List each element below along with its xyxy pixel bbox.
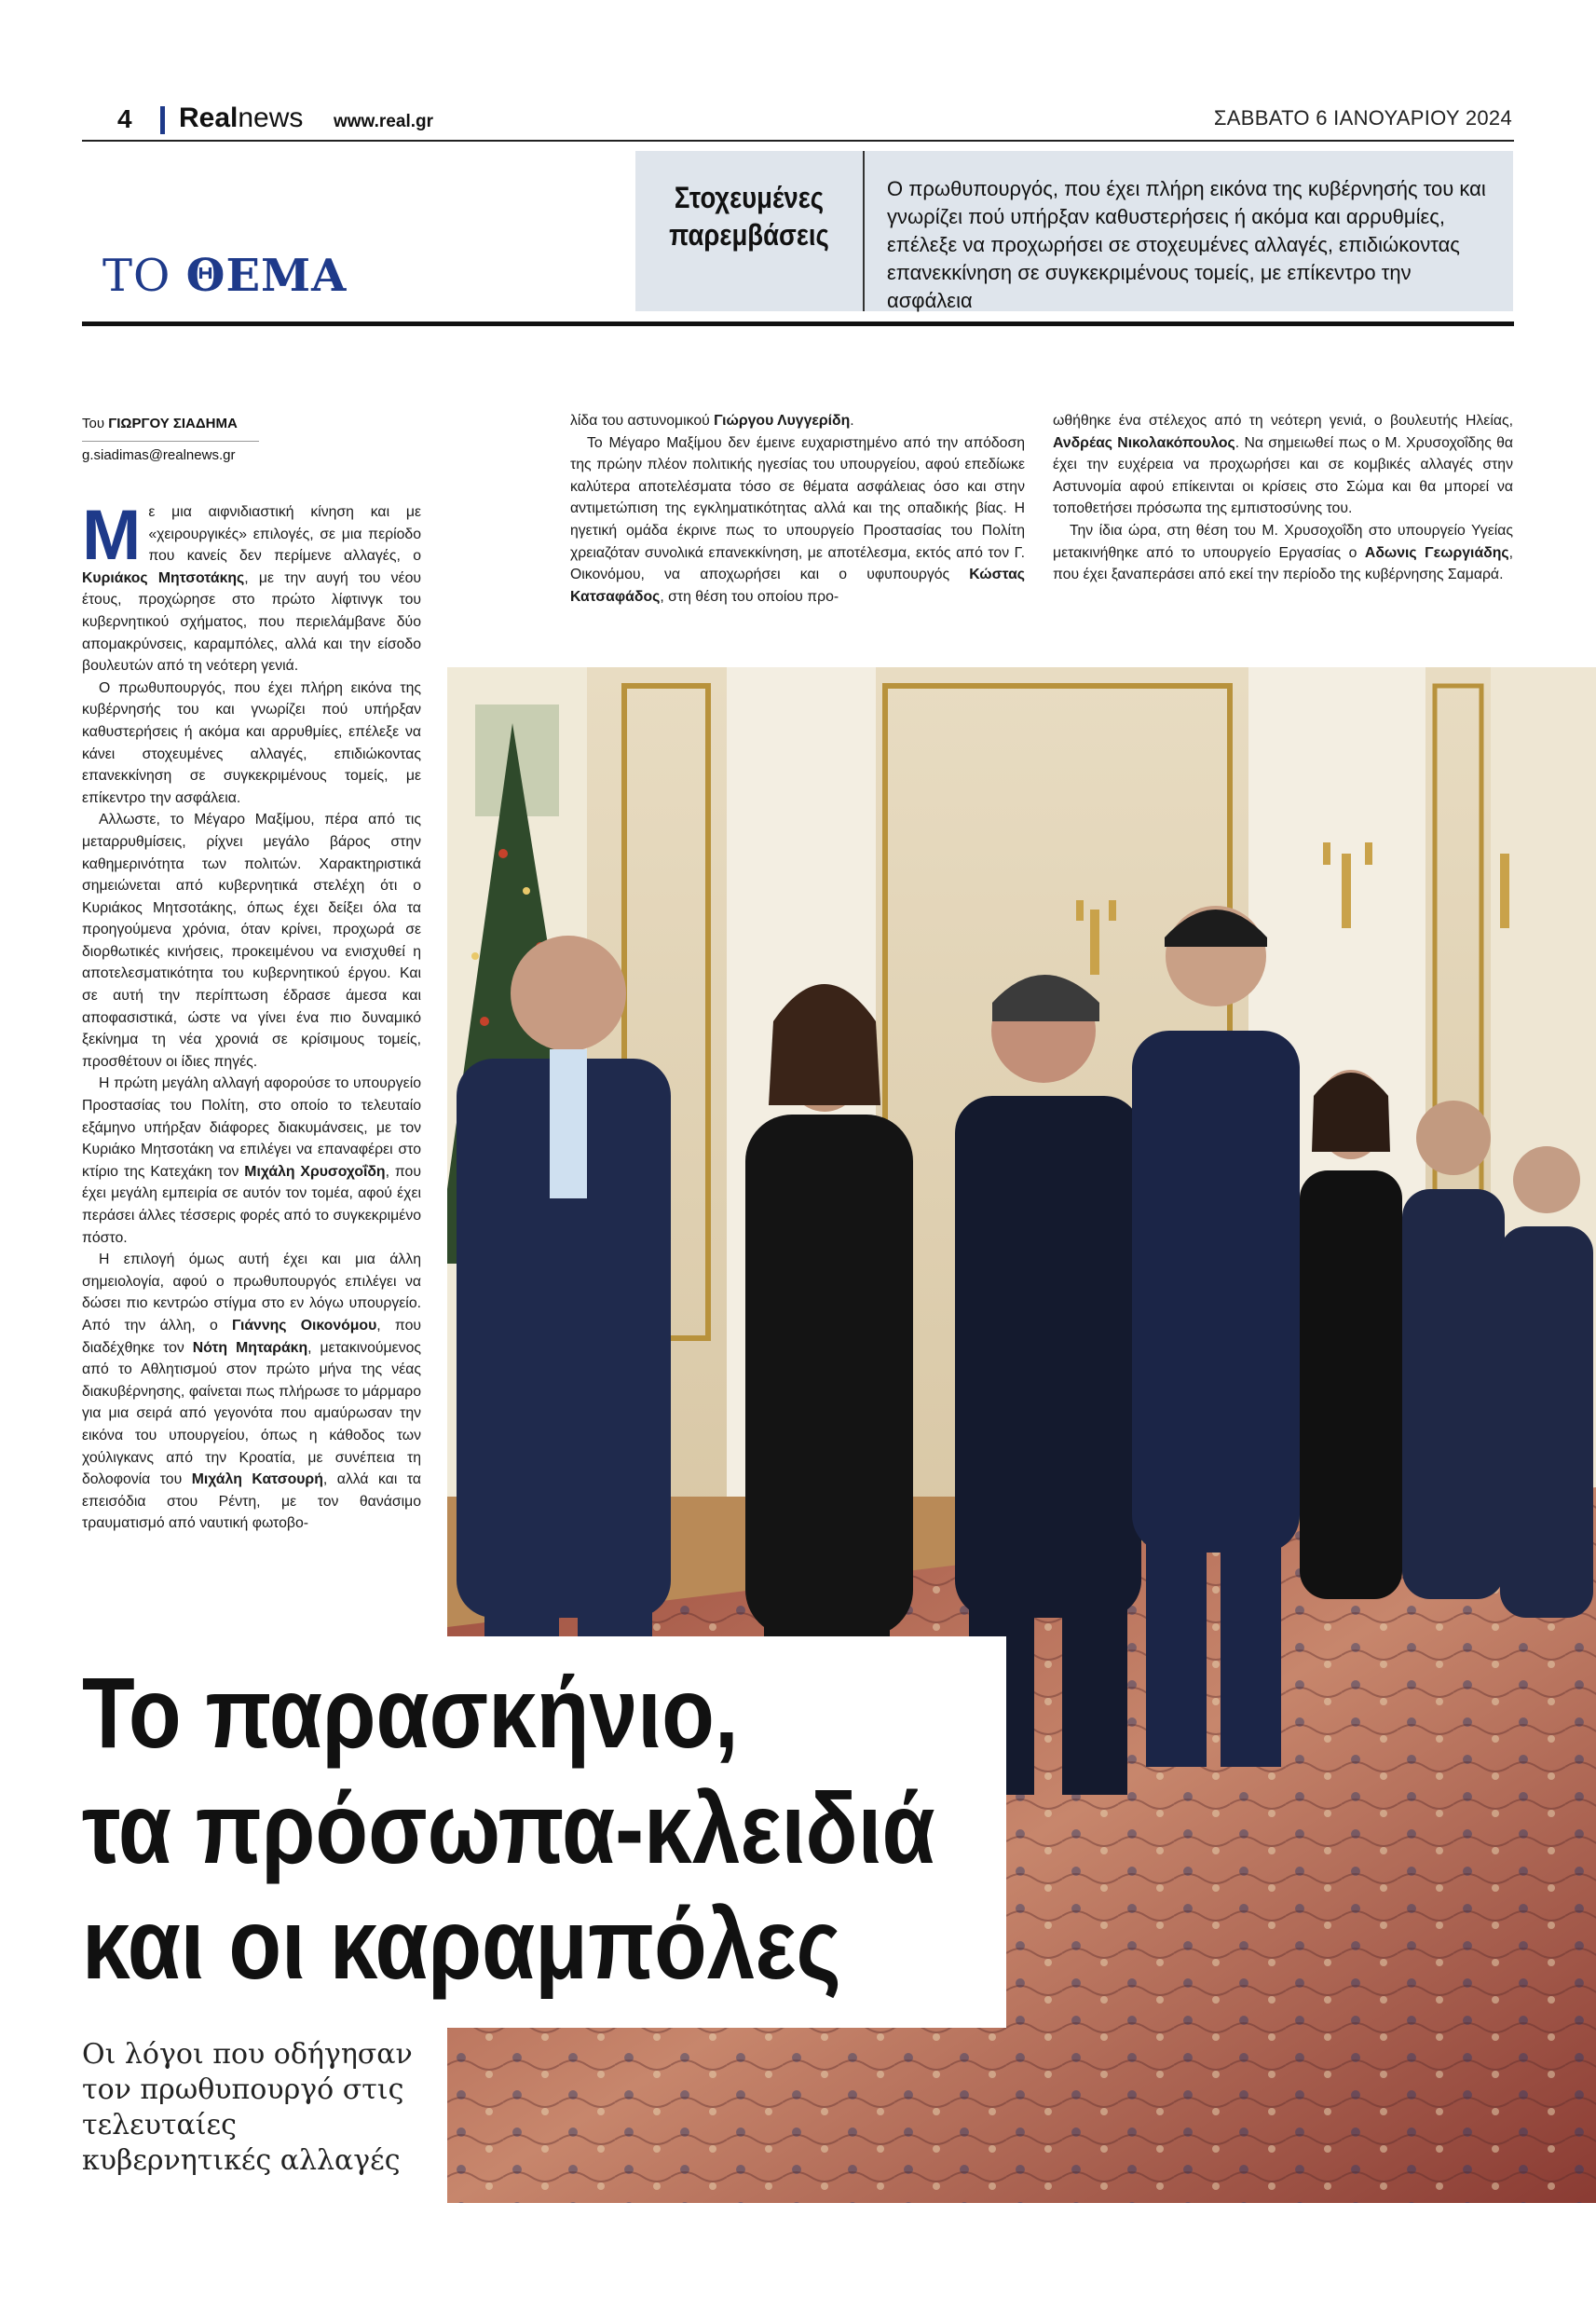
person-name: Ανδρέας Νικολακόπουλος (1053, 434, 1235, 451)
text-run: ε μια αιφνιδιαστική κίνηση και με «χειρουργικές» επιλογές, σε μια περίοδο που κανείς δεν περίμενε αλλαγές, ο (148, 504, 421, 565)
lead-title (651, 179, 847, 253)
page-number: 4 (117, 104, 132, 133)
headline-line-2: τα πρόσωπα-κλειδιά (82, 1772, 935, 1884)
person-figure (1300, 1070, 1402, 1599)
brand-logo (179, 103, 303, 134)
person-name: Μιχάλη Κατσουρή (191, 1471, 323, 1488)
website-link[interactable]: www.real.gr (334, 112, 433, 131)
text-run: Η επιλογή όμως αυτή έχει και μια άλλη σημειολογία, αφού ο πρωθυπουργός επιλέγει να δώσει πιο κεντρώο στίγμα στο εν λόγω υπουργείο. Από την άλλη, ο (82, 1252, 421, 1334)
person-name: Κυριάκος Μητσοτάκης (82, 569, 245, 586)
person-name: Αδωνις Γεωργιάδης (1364, 544, 1509, 561)
paragraph (82, 1073, 421, 1249)
author-email[interactable]: g.siadimas@realnews.gr (82, 441, 259, 463)
lead-title-line1: Στοχευμένες (674, 181, 825, 214)
text-run: , αλλά και τα επεισόδια στου Ρέντη, με τον θανάσιμο τραυματισμό από ναυτική φωτοβο- (82, 1471, 421, 1532)
lead-divider (863, 151, 865, 311)
headline-line-1: Το παρασκήνιο, (82, 1656, 739, 1769)
text-run: . (850, 413, 854, 429)
text-run: , που έχει μεγάλη εμπειρία σε αυτόν τον τομέα, αφού έχει περάσει άλλες τέσσερις φορές από το συγκεκριμένο πόστο. (82, 1163, 421, 1246)
paragraph (82, 1249, 421, 1535)
person-name: Κώστας Κατσαφάδος (570, 567, 1025, 605)
text-run: λίδα του αστυνομικού (570, 413, 715, 429)
person-name: Μιχάλη Χρυσοχοΐδη (244, 1163, 386, 1180)
masthead-divider (160, 106, 165, 134)
article-column-3 (1053, 410, 1513, 586)
drop-cap: Μ (82, 496, 142, 575)
text-run: Η πρώτη μεγάλη αλλαγή αφορούσε το υπουργείο Προστασίας του Πολίτη, στο οποίο το τελευταίο εξάμηνο υπήρξαν διάφορες διακυμάνσεις, με τον Κυριάκο Μητσοτάκη να επιλέγει να επαναφέρει στο κτίριο της Κατεχάκη τον (82, 1075, 421, 1180)
headline-box (82, 1636, 1006, 2028)
section-prefix: ΤΟ (102, 250, 171, 302)
paragraph: Ο πρωθυπουργός, που έχει πλήρη εικόνα της κυβέρνησής του και γνωρίζει πού υπήρξαν καθυστερήσεις ή ακόμα και αρρυθμίες, επέλεξε να κάνει στοχευμένες αλλαγές, επιδιώκοντας επανεκκίνηση σε συγκεκριμένους τομείς, με επίκεντρο την ασφάλεια. (82, 679, 421, 806)
byline-prefix: Του (82, 416, 105, 431)
text-run: , που έχει ξαναπεράσει από εκεί την περίοδο της κυβέρνησης Σαμαρά. (1053, 544, 1513, 583)
text-run: , στη θέση του οποίου προ- (660, 588, 839, 605)
headline (82, 1655, 963, 2002)
paragraph (570, 410, 1025, 432)
paragraph: Αλλωστε, το Μέγαρο Μαξίμου, πέρα από τις μεταρρυθμίσεις, ρίχνει μεγάλο βάρος στην καθημερινότητα των πολιτών. Χαρακτηριστικά σημειώνεται από κυβερνητικά στελέχη ότι ο Κυριάκος Μητσοτάκης, όπως έχει δείξει όλα τα προηγούμενα χρόνια, όταν κρίνει, προχωρά σε διορθωτικές κινήσεις, προκειμένου να ενισχυθεί η αποτελεσματικότητα του κυβερνητικού έργου. Και σε αυτή την περίπτωση έδρασε άμεσα και αποφασιστικά, ώστε να γίνει ένα πιο δυναμικό ξεκίνημα τη νέα χρονιά σε κρίσιμους τομείς, προσθέτουν οι ίδιες πηγές. (82, 812, 421, 1070)
text-run: . Να σημειωθεί πως ο Μ. Χρυσοχοΐδης θα έχει την ευχέρεια να προχωρήσει και σε κομβικές αλλαγές στην Αστυνομία αφού επίκεινται οι κρίσεις στο Σώμα και θα μπορεί να τοποθετήσει πρόσωπα της εμπιστοσύνης του. (1053, 434, 1513, 517)
author-name: ΓΙΩΡΓΟΥ ΣΙΑΔΗΜΑ (108, 416, 238, 431)
brand-rest: news (238, 103, 304, 133)
section-main: ΘΕΜΑ (185, 250, 348, 302)
section-label (102, 250, 347, 302)
text-run: , με την αυγή του νέου έτους, προχώρησε στο πρώτο λίφτινγκ του κυβερνητικού σχήματος, που περιελάμβανε δύο απομακρύνσεις, καραμπόλες, αλλά και την είσοδο βουλευτών από τη νεότερη γενιά. (82, 569, 421, 675)
text-run: ωθήθηκε ένα στέλεχος από τη νεότερη γενιά, ο βουλευτής Ηλείας, (1053, 413, 1513, 429)
masthead (82, 101, 1514, 142)
text-run: Το Μέγαρο Μαξίμου δεν έμεινε ευχαριστημένο από την απόδοση της πρώην πλέον πολιτικής ηγεσίας του υπουργείου, αφού επεδίωκε καλύτερα αποτελέσματα τόσο σε θέματα ασφάλειας όσο και στην αντιμετώπιση της εγκληματικότητας αλλά και της οπαδικής βίας. Η ηγετική ομάδα έκρινε πως το υπουργείο Προστασίας του Πολίτη χρειαζόταν συνολικά επανεκκίνηση, με αποτέλεσμα, εκτός από τον Γ. Οικονόμου, να αποχωρήσει και ο υφυπουργός (570, 434, 1025, 583)
person-name: Νότη Μηταράκη (192, 1339, 308, 1356)
header-rule (82, 321, 1514, 326)
paragraph (1053, 410, 1513, 520)
brand-bold: Real (179, 103, 239, 133)
headline-line-3: και οι καραμπόλες (82, 1887, 841, 2000)
byline (82, 416, 259, 463)
text-run: , που διαδέχθηκε τον (82, 1317, 421, 1356)
person-name: Γιώργου Λυγγερίδη (714, 413, 851, 429)
paragraph (82, 496, 421, 677)
subheadline: Οι λόγοι που οδήγησαν τον πρωθυπουργό στις τελευταίες κυβερνητικές αλλαγές (82, 2038, 413, 2177)
paragraph (1053, 520, 1513, 586)
person-name: Γιάννης Οικονόμου (231, 1317, 377, 1334)
issue-date: ΣΑΒΒΑΤΟ 6 ΙΑΝΟΥΑΡΙΟΥ 2024 (1213, 106, 1512, 130)
article-column-2 (570, 410, 1025, 608)
lead-box (635, 151, 1513, 311)
article-column-1 (82, 496, 422, 1535)
paragraph (570, 432, 1025, 609)
lead-title-line2: παρεμβάσεις (669, 218, 829, 252)
text-run: , μετακινούμενος από το Αθλητισμού στον πρώτο μήνα της νέας διακυβέρνησης, φαίνεται πως πλήρωσε το μάρμαρο για μια σειρά από γεγονότα που αμαύρωσαν την εικόνα του υπουργείου, όπως η κάθοδος των χούλιγκανς από την Κροατία, με συνέπεια τη δολοφονία του (82, 1339, 422, 1488)
text-run: Την ίδια ώρα, στη θέση του Μ. Χρυσοχοΐδη στο υπουργείο Υγείας μετακινήθηκε από το υπουργείο Εργασίας ο (1053, 522, 1513, 561)
lead-text: Ο πρωθυπουργός, που έχει πλήρη εικόνα της κυβέρνησής του και γνωρίζει πού υπήρξαν καθυστερήσεις ή ακόμα και αρρυθμίες, επέλεξε να προχωρήσει σε στοχευμένες αλλαγές, επιδιώκοντας επανεκκίνηση σε συγκεκριμένους τομείς, με επίκεντρο την ασφάλεια (887, 177, 1486, 312)
